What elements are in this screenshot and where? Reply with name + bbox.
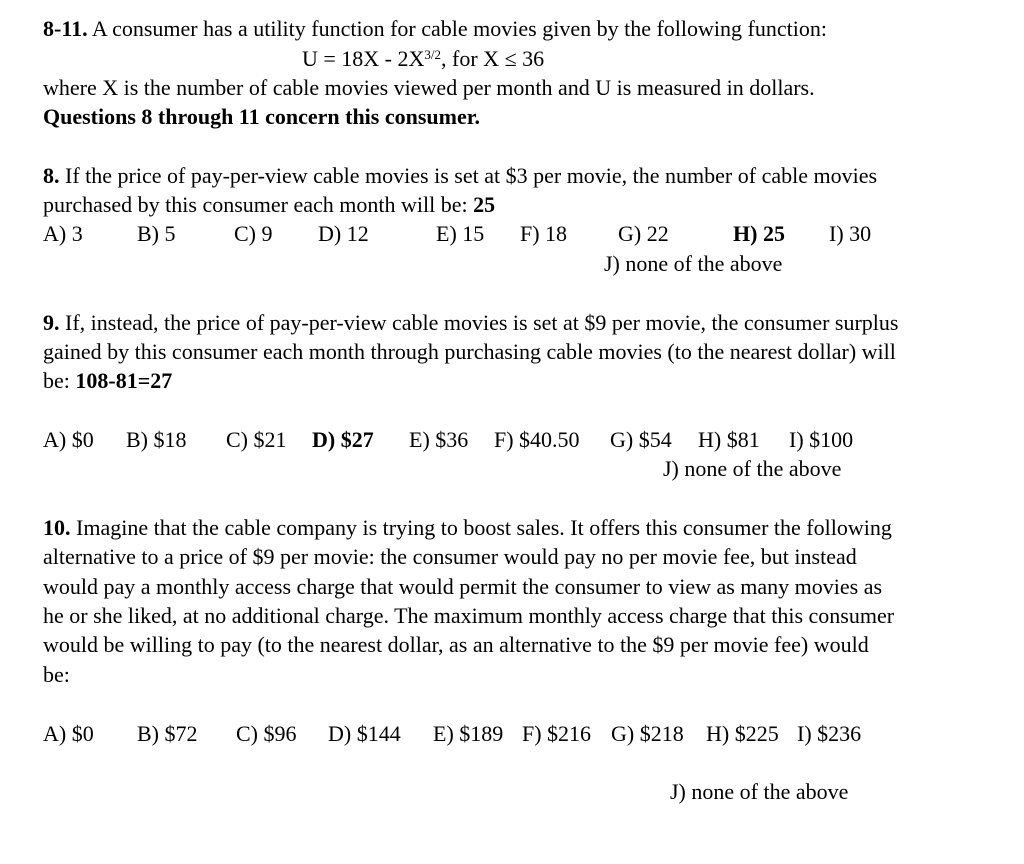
q8-line-2 <box>43 190 495 220</box>
q10-line-5: would be willing to pay (to the nearest dollar, as an alternative to the $9 per movie fee) would <box>43 632 869 657</box>
q10-line-6: be: <box>43 662 70 687</box>
q9-option-b[interactable]: B) $18 <box>126 427 187 452</box>
intro-heading: 8-11. <box>43 16 88 41</box>
q8-option-d[interactable]: D) 12 <box>318 221 369 246</box>
q10-option-i[interactable]: I) $236 <box>797 721 862 746</box>
q9-option-j[interactable]: J) none of the above <box>663 456 842 481</box>
q9-text-3: be: <box>43 368 76 393</box>
q9-option-i[interactable]: I) $100 <box>789 427 854 452</box>
q8-option-i[interactable]: I) 30 <box>829 221 872 246</box>
q10-line-3: would pay a monthly access charge that would permit the consumer to view as many movies as <box>43 574 883 599</box>
q8-text-1: If the price of pay-per-view cable movies is set at $3 per movie, the number of cable movies <box>65 163 878 188</box>
intro-line-4: Questions 8 through 11 concern this consumer. <box>43 104 480 129</box>
q9-line-2: gained by this consumer each month through purchasing cable movies (to the nearest dollar) will <box>43 339 896 364</box>
q9-option-a[interactable]: A) $0 <box>43 427 94 452</box>
q9-option-h[interactable]: H) $81 <box>698 427 760 452</box>
q10-option-b[interactable]: B) $72 <box>137 721 198 746</box>
intro-line-3: where X is the number of cable movies viewed per month and U is measured in dollars. <box>43 75 815 100</box>
q10-option-a[interactable]: A) $0 <box>43 721 94 746</box>
q9-answer: 108-81=27 <box>75 368 173 393</box>
q8-line-1 <box>43 161 877 191</box>
q9-line-1 <box>43 308 898 338</box>
q9-text-1: If, instead, the price of pay-per-view cable movies is set at $9 per movie, the consumer surplus <box>65 310 899 335</box>
q9-option-g[interactable]: G) $54 <box>610 427 672 452</box>
q9-option-f[interactable]: F) $40.50 <box>494 427 580 452</box>
q9-option-d[interactable]: D) $27 <box>312 427 374 452</box>
q10-option-h[interactable]: H) $225 <box>706 721 779 746</box>
formula-exponent: 3/2 <box>424 47 442 62</box>
utility-formula <box>302 44 544 74</box>
q10-line-2: alternative to a price of $9 per movie: the consumer would pay no per movie fee, but instead <box>43 544 857 569</box>
q9-number: 9. <box>43 310 60 335</box>
q8-option-a[interactable]: A) 3 <box>43 221 83 246</box>
q8-number: 8. <box>43 163 60 188</box>
q8-text-2: purchased by this consumer each month will be: <box>43 192 474 217</box>
formula-main: U = 18X - 2X <box>302 46 425 71</box>
q10-option-c[interactable]: C) $96 <box>236 721 297 746</box>
q10-option-d[interactable]: D) $144 <box>328 721 401 746</box>
q8-option-f[interactable]: F) 18 <box>520 221 568 246</box>
q9-option-c[interactable]: C) $21 <box>226 427 287 452</box>
intro-text: A consumer has a utility function for cable movies given by the following function: <box>91 16 827 41</box>
q8-answer: 25 <box>473 192 496 217</box>
intro-line-1 <box>43 14 827 44</box>
q10-text-1: Imagine that the cable company is trying to boost sales. It offers this consumer the following <box>76 515 892 540</box>
q10-number: 10. <box>43 515 71 540</box>
q10-option-g[interactable]: G) $218 <box>611 721 684 746</box>
q10-option-f[interactable]: F) $216 <box>522 721 592 746</box>
q8-option-c[interactable]: C) 9 <box>234 221 273 246</box>
q9-line-3 <box>43 366 172 396</box>
formula-tail: , for X ≤ 36 <box>441 46 545 71</box>
q10-option-j[interactable]: J) none of the above <box>670 779 849 804</box>
q8-option-g[interactable]: G) 22 <box>618 221 669 246</box>
q8-option-e[interactable]: E) 15 <box>436 221 485 246</box>
q8-option-h[interactable]: H) 25 <box>733 221 785 246</box>
q9-option-e[interactable]: E) $36 <box>409 427 469 452</box>
q8-option-j[interactable]: J) none of the above <box>604 251 783 276</box>
q8-option-b[interactable]: B) 5 <box>137 221 176 246</box>
q10-option-e[interactable]: E) $189 <box>433 721 504 746</box>
q10-line-1 <box>43 513 892 543</box>
q10-line-4: he or she liked, at no additional charge. The maximum monthly access charge that this consumer <box>43 603 895 628</box>
